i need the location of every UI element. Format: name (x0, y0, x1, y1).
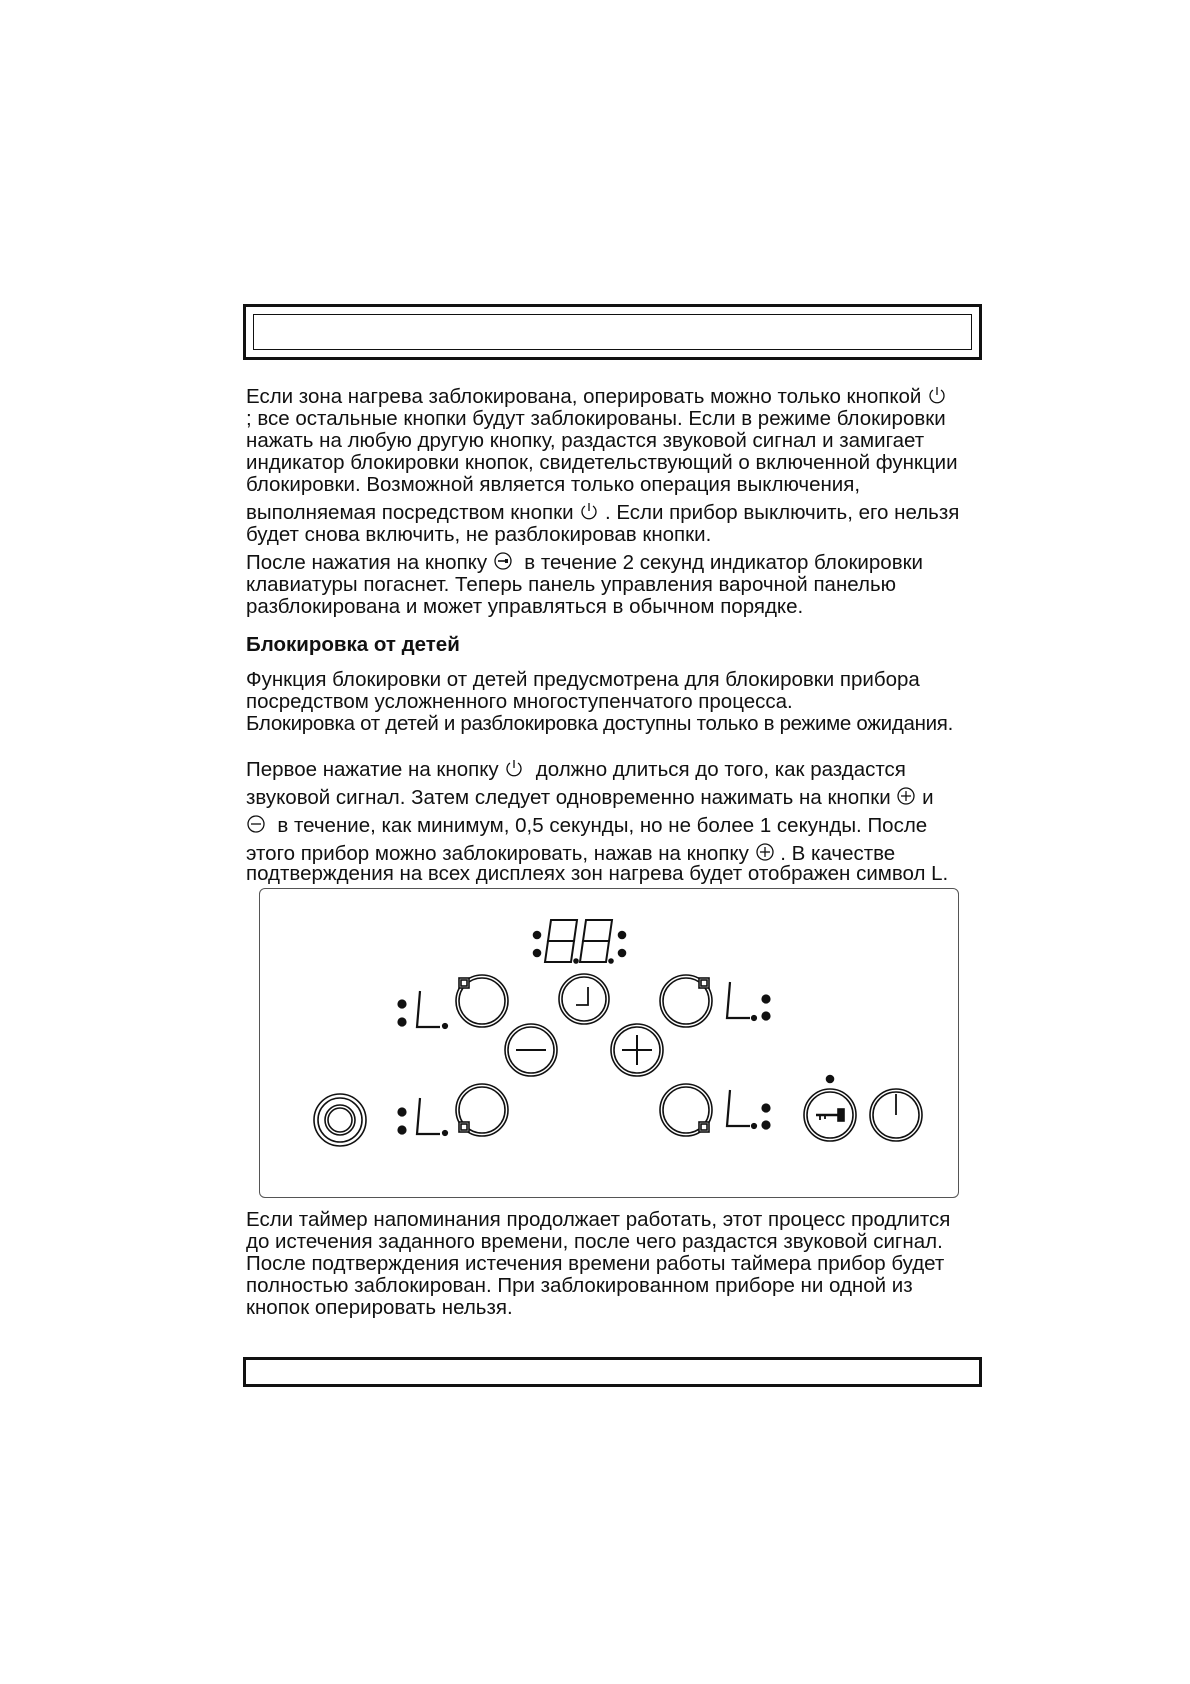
section-paragraph-1 (246, 669, 992, 735)
header-box-inner (253, 314, 972, 350)
intro-line-2: ; все остальные кнопки будут заблокированы. Если в режиме блокировки (246, 407, 946, 430)
outro-line-4: полностью заблокирован. При заблокированном приборе ни одной из (246, 1274, 913, 1297)
power-icon (579, 501, 599, 521)
timer-colon-dot (619, 950, 626, 957)
plus-button[interactable] (611, 1024, 663, 1076)
outro-line-2: до истечения заданного времени, после чего раздастся звуковой сигнал. (246, 1230, 943, 1253)
timer-decimal-dot (609, 959, 613, 963)
zone-display-top-right (727, 982, 770, 1020)
section-p1-line-1: Функция блокировки от детей предусмотрена для блокировки прибора (246, 668, 920, 691)
section-p2-line-4: этого прибор можно заблокировать, нажав на кнопку . В качестве (246, 842, 896, 865)
timer-button[interactable] (559, 974, 609, 1024)
timer-colon-dot (534, 950, 541, 957)
key-lock-button[interactable] (804, 1089, 856, 1141)
timer-colon-dot (534, 932, 541, 939)
outro-line-1: Если таймер напоминания продолжает работать, этот процесс продлится (246, 1208, 951, 1231)
power-icon (504, 758, 524, 778)
section-p2-line-2: звуковой сигнал. Затем следует одновременно нажимать на кнопки и (246, 786, 934, 809)
zone-button-top-left[interactable] (456, 975, 508, 1027)
section-p1-line-3: Блокировка от детей и разблокировка доступны только в режиме ожидания. (246, 712, 953, 735)
zone-button-bottom-left[interactable] (456, 1084, 508, 1136)
intro-line-9: клавиатуры погаснет. Теперь панель управления варочной панелью (246, 573, 897, 596)
header-box (243, 304, 982, 360)
power-icon (927, 385, 947, 405)
timer-digit-2 (580, 920, 612, 962)
control-panel-illustration (259, 888, 959, 1198)
intro-line-7: будет снова включить, не разблокировав кнопки. (246, 523, 712, 546)
outro-line-5: кнопок оперировать нельзя. (246, 1296, 513, 1319)
zone-button-bottom-right[interactable] (660, 1084, 712, 1136)
outro-paragraph (246, 1209, 992, 1319)
intro-line-1: Если зона нагрева заблокирована, оперировать можно только кнопкой (246, 385, 992, 408)
section-p1-line-2: посредством усложненного многоступенчатого процесса. (246, 690, 793, 713)
outro-line-3: После подтверждения истечения времени работы таймера прибор будет (246, 1252, 945, 1275)
zone-display-bottom-left (399, 1098, 448, 1135)
intro-paragraph (246, 385, 992, 618)
intro-line-10: разблокирована и может управляться в обычном порядке. (246, 595, 804, 618)
section-heading: Блокировка от детей (246, 633, 460, 656)
control-panel-drawing (260, 889, 960, 1199)
zone-button-top-right[interactable] (660, 975, 712, 1027)
timer-decimal-dot (574, 959, 578, 963)
intro-line-3: нажать на любую другую кнопку, раздастся звуковой сигнал и замигает (246, 429, 925, 452)
section-p2-line-5: подтверждения на всех дисплеях зон нагрева будет отображен символ L. (246, 862, 949, 885)
timer-digit-1 (545, 920, 577, 962)
minus-icon (246, 814, 266, 834)
section-p2-line-1: Первое нажатие на кнопку должно длиться до того, как раздастся (246, 758, 906, 781)
intro-line-5: блокировки. Возможной является только операция выключения, (246, 473, 861, 496)
footer-box (243, 1357, 982, 1387)
zone-display-bottom-right (727, 1090, 770, 1129)
intro-line-6: выполняемая посредством кнопки . Если прибор выключить, его нельзя (246, 501, 960, 524)
minus-button[interactable] (505, 1024, 557, 1076)
section-p2-line-3: в течение, как минимум, 0,5 секунды, но не более 1 секунды. После (246, 812, 992, 840)
timer-colon-dot (619, 932, 626, 939)
zone-display-top-left (399, 991, 448, 1028)
zone-selector-button[interactable] (314, 1094, 366, 1146)
section-paragraph-2 (246, 756, 992, 885)
plus-icon (755, 842, 775, 862)
key-lock-icon (493, 551, 513, 571)
power-button[interactable] (870, 1089, 922, 1141)
plus-icon (896, 786, 916, 806)
intro-line-4: индикатор блокировки кнопок, свидетельствующий о включенной функции (246, 451, 958, 474)
intro-line-8: После нажатия на кнопку в течение 2 секунд индикатор блокировки (246, 551, 923, 574)
lock-indicator-dot (827, 1076, 834, 1083)
